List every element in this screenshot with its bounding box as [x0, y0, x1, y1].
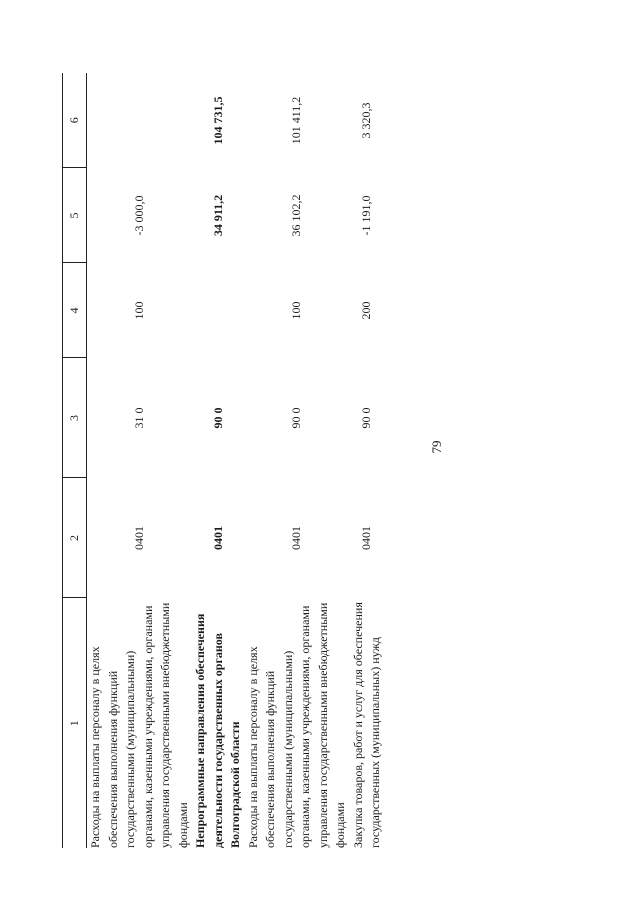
page-number: 79 [429, 440, 444, 454]
row-total: 101 411,2 [289, 96, 304, 145]
row-change: 36 102,2 [289, 194, 304, 237]
row-vid [192, 263, 245, 358]
row-total [87, 73, 193, 168]
row-change: -3 000,0 [131, 195, 146, 236]
row-name: Расходы на выплаты персоналу в целях обеспечения выполнения функций государственными (муниципальными) органами, казенными учреждениями, органами управления государственными внебюджетными фондами [245, 602, 347, 848]
row-name: Закупка товаров, работ и услуг для обеспечения государственных (муниципальных) нужд [350, 602, 382, 848]
row-razdel: 0401 [210, 526, 225, 550]
row-razdel: 0401 [359, 526, 374, 550]
table-row [192, 73, 245, 848]
table-row [350, 73, 385, 848]
row-target: 31 0 [131, 407, 146, 429]
row-target: 90 0 [210, 407, 225, 429]
column-header-1: 1 [63, 598, 87, 848]
table-header-row [63, 73, 87, 848]
column-header-4: 4 [63, 263, 87, 358]
table-row [87, 73, 193, 848]
column-header-5: 5 [63, 168, 87, 263]
row-name: Непрограммные направления обеспечения деятельности государственных органов Волгоградской области [193, 613, 242, 848]
row-change: -1 191,0 [359, 195, 374, 236]
row-total: 104 731,5 [210, 96, 225, 145]
row-change: 34 911,2 [210, 194, 225, 237]
column-header-2: 2 [63, 478, 87, 598]
table-row [245, 73, 350, 848]
row-vid: 100 [131, 301, 146, 320]
budget-table [62, 73, 385, 848]
row-target: 90 0 [359, 407, 374, 429]
row-vid: 100 [289, 301, 304, 320]
budget-table-container [62, 73, 567, 848]
row-razdel: 0401 [289, 526, 304, 550]
row-name: Расходы на выплаты персоналу в целях обеспечения выполнения функций государственными (муниципальными) органами, казенными учреждениями, органами управления государственными внебюджетными фондами [88, 602, 190, 848]
column-header-3: 3 [63, 358, 87, 478]
row-target: 90 0 [289, 407, 304, 429]
column-header-6: 6 [63, 73, 87, 168]
row-razdel: 0401 [131, 526, 146, 550]
row-vid: 200 [359, 301, 374, 320]
row-total: 3 320,3 [359, 102, 374, 139]
